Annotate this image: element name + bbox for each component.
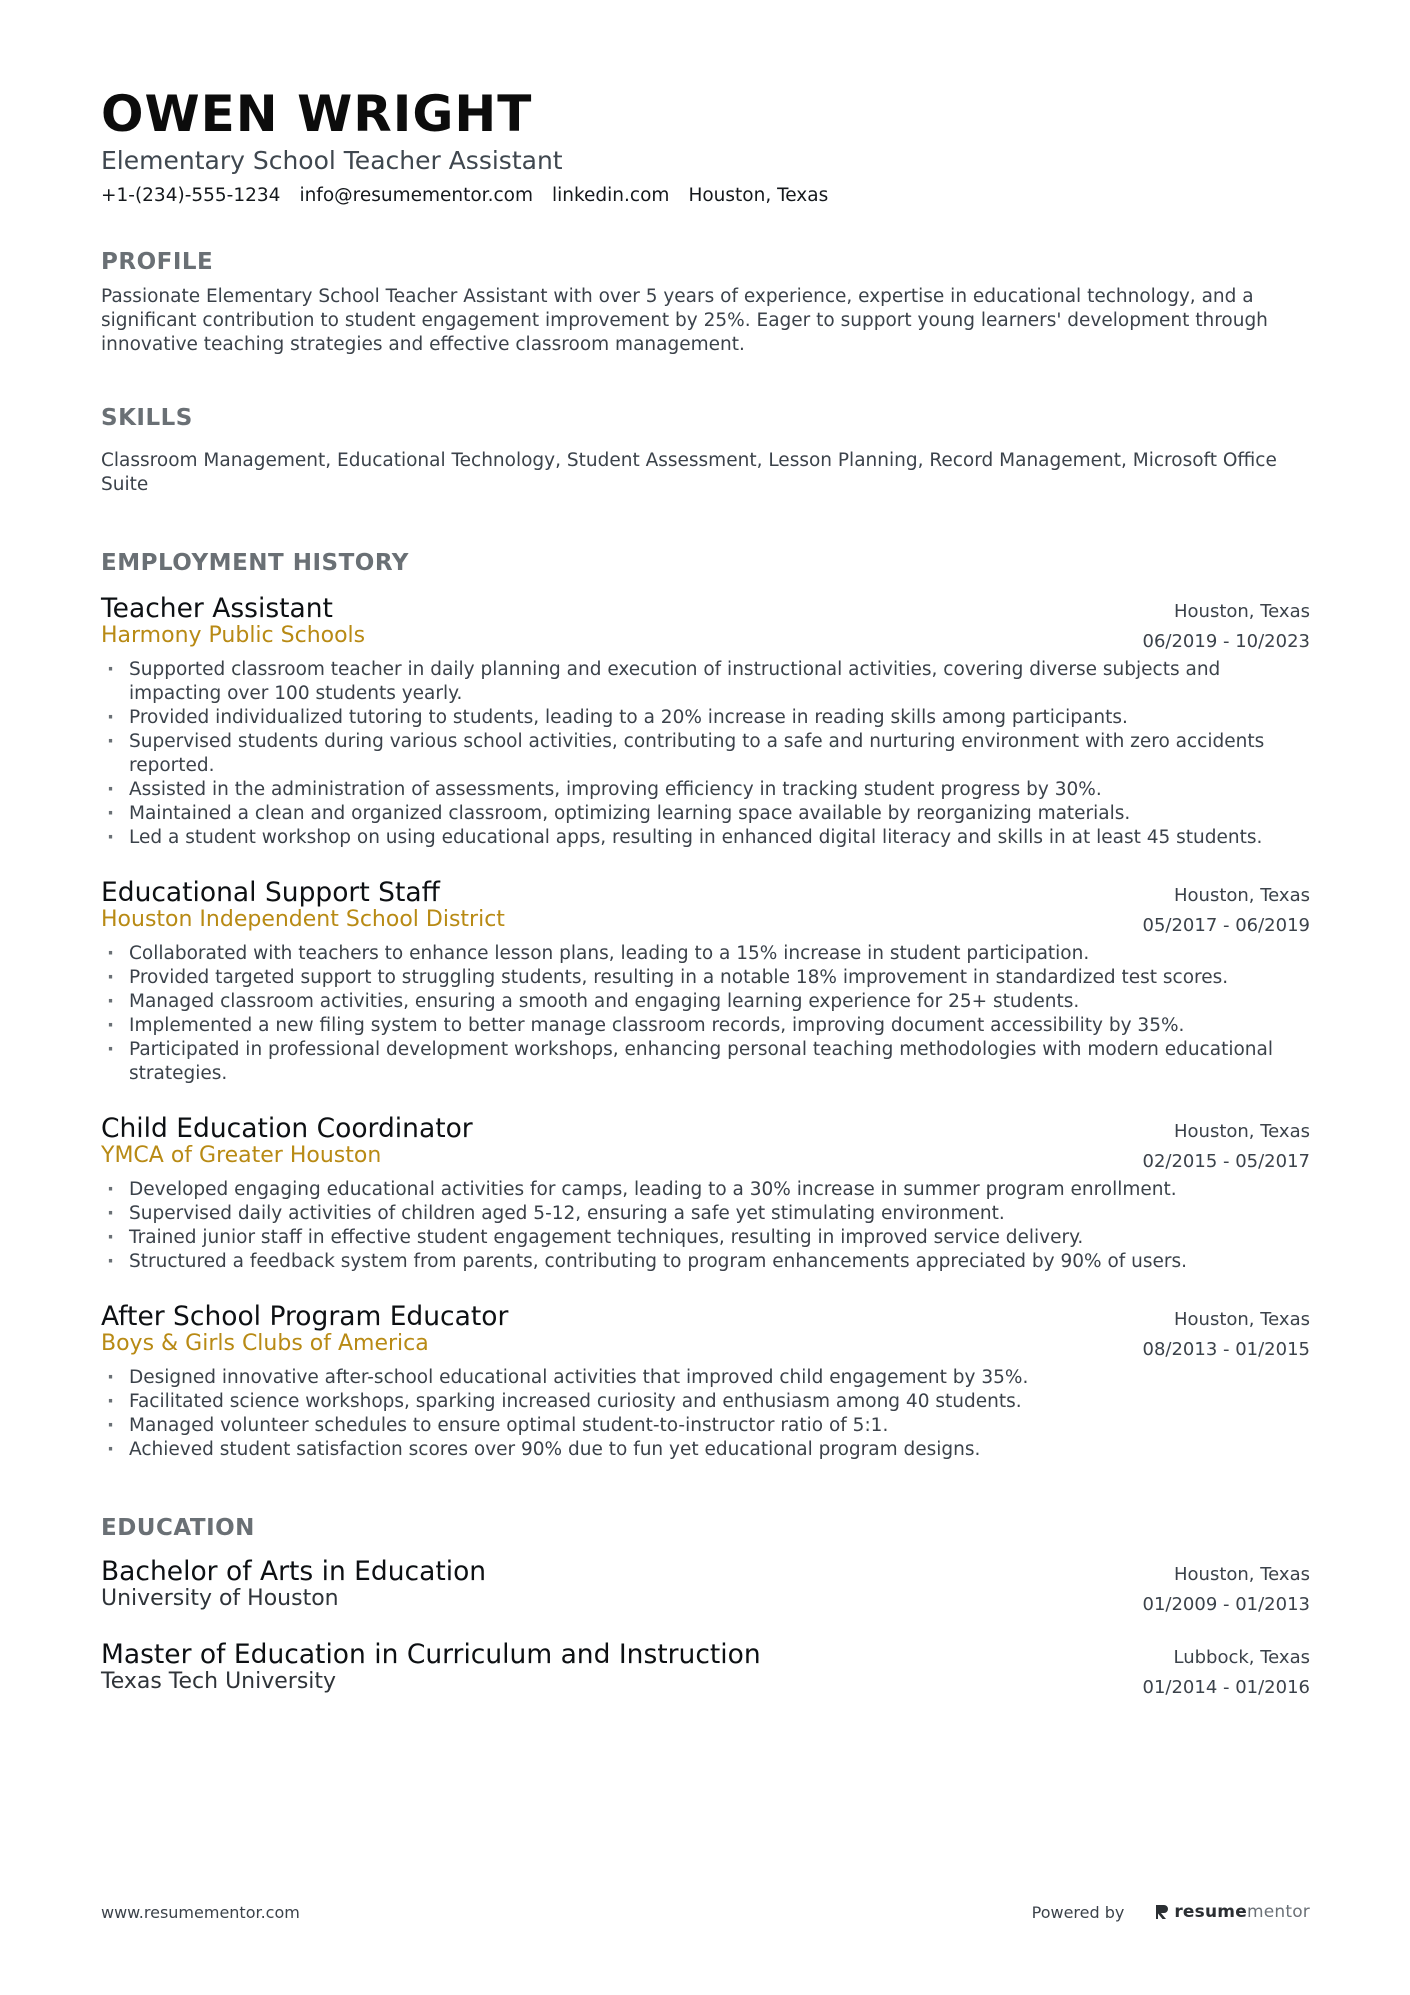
job-company: Houston Independent School District <box>101 907 505 932</box>
education-dates: 01/2014 - 01/2016 <box>1142 1677 1310 1698</box>
job-entry <box>101 1301 1310 1462</box>
bullet-item: · Trained junior staff in effective student engagement techniques, resulting in improved service delivery. <box>101 1226 1310 1250</box>
job-title: Teacher Assistant <box>101 593 333 624</box>
powered-by <box>1032 1902 1310 1922</box>
candidate-headline: Elementary School Teacher Assistant <box>101 146 563 175</box>
resumementor-logo[interactable] <box>1154 1902 1310 1922</box>
bullet-item: · Managed classroom activities, ensuring a smooth and engaging learning experience for 25+ students. <box>101 990 1310 1014</box>
job-company: YMCA of Greater Houston <box>101 1143 382 1168</box>
profile-text: Passionate Elementary School Teacher Assistant with over 5 years of experience, expertise in educational technology, and a significant contribution to student engagement improvement by 25%. Eager to support young learners' development through innovative teaching strategies and effective classroom management. <box>101 286 1268 355</box>
contact-line <box>101 184 1310 208</box>
job-bullets <box>101 1366 1310 1462</box>
job-location: Houston, Texas <box>1173 1309 1310 1330</box>
job-title: Educational Support Staff <box>101 877 440 908</box>
powered-by-label: Powered by <box>1031 1902 1125 1922</box>
contact-email: info@resumementor.com <box>299 185 533 206</box>
bullet-item: · Structured a feedback system from parents, contributing to program enhancements appreciated by 90% of users. <box>101 1250 1310 1274</box>
education-dates: 01/2009 - 01/2013 <box>1142 1594 1310 1615</box>
job-bullets <box>101 1178 1310 1274</box>
section-title: EMPLOYMENT HISTORY <box>101 550 409 576</box>
employment-section <box>101 549 1310 1462</box>
education-section <box>101 1514 1310 1700</box>
job-location: Houston, Texas <box>1173 1121 1310 1142</box>
bullet-item: · Managed volunteer schedules to ensure optimal student-to-instructor ratio of 5:1. <box>101 1414 1310 1438</box>
degree-title: Bachelor of Arts in Education <box>101 1556 487 1587</box>
job-dates: 02/2015 - 05/2017 <box>1142 1151 1310 1172</box>
job-title: After School Program Educator <box>101 1301 509 1332</box>
contact-linkedin: linkedin.com <box>551 185 670 206</box>
school-name: University of Houston <box>101 1586 339 1611</box>
resumementor-logo-icon <box>1154 1903 1170 1921</box>
job-title: Child Education Coordinator <box>101 1113 473 1144</box>
bullet-item: · Facilitated science workshops, sparking increased curiosity and enthusiasm among 40 students. <box>101 1390 1310 1414</box>
job-bullets <box>101 658 1310 850</box>
bullet-item: · Supervised daily activities of children aged 5-12, ensuring a safe yet stimulating environment. <box>101 1202 1310 1226</box>
bullet-item: · Designed innovative after-school educational activities that improved child engagement by 35%. <box>101 1366 1310 1390</box>
logo-text-bold: resume <box>1174 1902 1247 1922</box>
job-entry <box>101 593 1310 850</box>
skills-text: Classroom Management, Educational Technology, Student Assessment, Lesson Planning, Record Management, Microsoft Office Suite <box>101 450 1277 495</box>
bullet-item: · Collaborated with teachers to enhance lesson plans, leading to a 15% increase in student participation. <box>101 942 1310 966</box>
job-dates: 08/2013 - 01/2015 <box>1142 1339 1310 1360</box>
bullet-item: · Achieved student satisfaction scores over 90% due to fun yet educational program designs. <box>101 1438 1310 1462</box>
section-title: PROFILE <box>101 249 214 275</box>
section-title: EDUCATION <box>101 1515 255 1541</box>
education-entry <box>101 1556 1310 1617</box>
school-name: Texas Tech University <box>101 1669 337 1694</box>
bullet-item: · Provided targeted support to struggling students, resulting in a notable 18% improvement in standardized test scores. <box>101 966 1310 990</box>
education-location: Lubbock, Texas <box>1173 1647 1310 1668</box>
profile-section <box>101 248 1310 357</box>
job-company: Harmony Public Schools <box>101 623 366 648</box>
education-entry <box>101 1639 1310 1700</box>
degree-title: Master of Education in Curriculum and Instruction <box>101 1639 761 1670</box>
bullet-item: · Supported classroom teacher in daily planning and execution of instructional activities, covering diverse subjects and impacting over 100 students yearly. <box>101 658 1310 706</box>
contact-phone: +1-(234)-555-1234 <box>101 185 281 206</box>
job-bullets <box>101 942 1310 1086</box>
job-location: Houston, Texas <box>1173 601 1310 622</box>
contact-location: Houston, Texas <box>688 185 829 206</box>
section-title: SKILLS <box>101 405 193 431</box>
page-footer <box>101 1902 1310 1922</box>
bullet-item: · Supervised students during various school activities, contributing to a safe and nurturing environment with zero accidents reported. <box>101 730 1310 778</box>
skills-section <box>101 404 1310 497</box>
job-entry <box>101 877 1310 1086</box>
footer-website-link[interactable]: www.resumementor.com <box>101 1902 300 1922</box>
logo-text-light: mentor <box>1246 1902 1310 1922</box>
candidate-name: OWEN WRIGHT <box>101 85 533 143</box>
bullet-item: · Developed engaging educational activities for camps, leading to a 30% increase in summer program enrollment. <box>101 1178 1310 1202</box>
bullet-item: · Assisted in the administration of assessments, improving efficiency in tracking student progress by 30%. <box>101 778 1310 802</box>
bullet-item: · Provided individualized tutoring to students, leading to a 20% increase in reading skills among participants. <box>101 706 1310 730</box>
job-location: Houston, Texas <box>1173 885 1310 906</box>
bullet-item: · Participated in professional development workshops, enhancing personal teaching methodologies with modern educational strategies. <box>101 1038 1310 1086</box>
job-dates: 06/2019 - 10/2023 <box>1142 631 1310 652</box>
job-dates: 05/2017 - 06/2019 <box>1142 915 1310 936</box>
resume-header <box>101 86 1310 208</box>
resumementor-logo-text <box>1174 1902 1310 1922</box>
bullet-item: · Maintained a clean and organized classroom, optimizing learning space available by reorganizing materials. <box>101 802 1310 826</box>
education-location: Houston, Texas <box>1173 1564 1310 1585</box>
job-company: Boys & Girls Clubs of America <box>101 1331 429 1356</box>
job-entry <box>101 1113 1310 1274</box>
bullet-item: · Implemented a new filing system to better manage classroom records, improving document accessibility by 35%. <box>101 1014 1310 1038</box>
bullet-item: · Led a student workshop on using educational apps, resulting in enhanced digital literacy and skills in at least 45 students. <box>101 826 1310 850</box>
